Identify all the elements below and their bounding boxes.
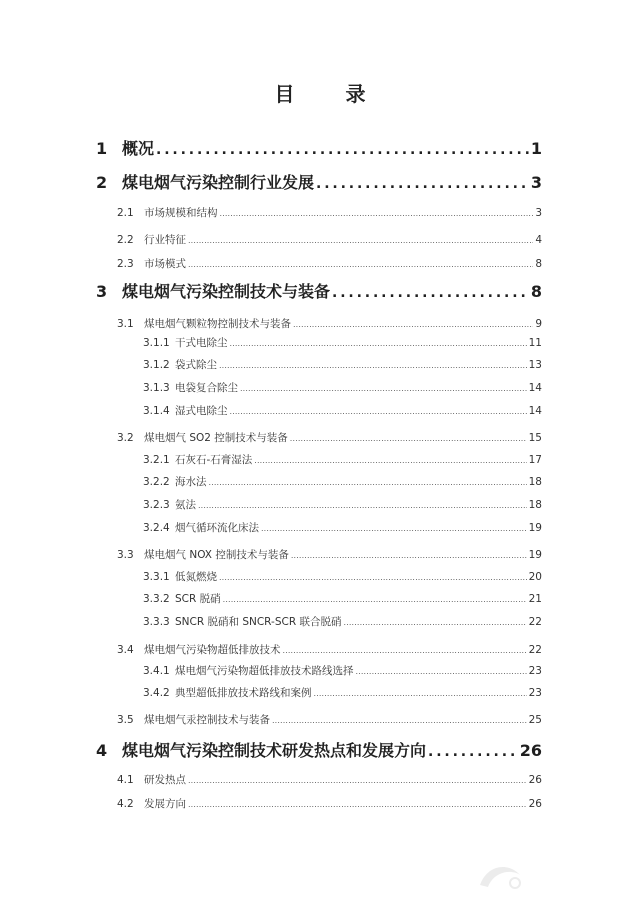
- toc-entry[interactable]: [117, 796, 542, 811]
- page-title: 目 录: [274, 82, 388, 106]
- toc-entry-number: 3.3.2: [143, 593, 170, 605]
- toc-entry[interactable]: [143, 685, 542, 700]
- toc-entry[interactable]: [96, 170, 542, 193]
- toc-dot-leader: [283, 646, 527, 655]
- toc-dot-leader: [428, 744, 518, 760]
- toc-entry-page: 11: [528, 337, 542, 349]
- toc-entry[interactable]: [143, 569, 542, 584]
- toc-entry-number: 3: [96, 282, 108, 301]
- toc-entry[interactable]: [117, 712, 542, 727]
- toc-entry-title: 市场规模和结构: [144, 207, 218, 219]
- watermark-logo-icon: [470, 855, 530, 895]
- toc-dot-leader: [240, 384, 527, 393]
- toc-dot-leader: [343, 618, 526, 627]
- toc-entry-number: 3.1.4: [143, 405, 170, 417]
- toc-entry[interactable]: [143, 663, 542, 678]
- toc-entry[interactable]: [143, 452, 542, 467]
- toc-dot-leader: [290, 434, 527, 443]
- toc-entry[interactable]: [117, 205, 542, 220]
- toc-dot-leader: [188, 800, 527, 809]
- toc-entry-title: 低氮燃烧: [175, 571, 217, 583]
- toc-dot-leader: [188, 776, 527, 785]
- toc-entry-page: 14: [528, 405, 542, 417]
- toc-entry[interactable]: [117, 316, 542, 331]
- toc-entry-number: 3.3.1: [143, 571, 170, 583]
- toc-entry-number: 4: [96, 741, 108, 760]
- toc-dot-leader: [188, 236, 533, 245]
- toc-entry-title: 海水法: [175, 476, 207, 488]
- toc-entry-page: 3: [535, 207, 542, 219]
- toc-entry-page: 26: [528, 774, 542, 786]
- toc-entry-page: 25: [528, 714, 542, 726]
- toc-entry-title: 煤电烟气颗粒物控制技术与装备: [144, 318, 291, 330]
- toc-entry-page: 13: [528, 359, 542, 371]
- toc-dot-leader: [261, 524, 527, 533]
- toc-entry-page: 8: [535, 258, 542, 270]
- toc-entry-page: 21: [528, 593, 542, 605]
- toc-entry[interactable]: [117, 642, 542, 657]
- toc-entry-number: 4.1: [117, 774, 134, 786]
- toc-entry-page: 22: [528, 644, 542, 656]
- toc-entry-page: 15: [528, 432, 542, 444]
- toc-entry-number: 3.1.2: [143, 359, 170, 371]
- toc-dot-leader: [316, 176, 529, 192]
- toc-entry-page: 20: [528, 571, 542, 583]
- toc-entry-number: 3.1.3: [143, 382, 170, 394]
- toc-entry-number: 2: [96, 173, 108, 192]
- toc-entry-page: 8: [530, 282, 542, 301]
- toc-entry-title: 干式电除尘: [175, 337, 228, 349]
- toc-entry-number: 3.4.1: [143, 665, 170, 677]
- toc-entry-title: 煤电烟气 SO2 控制技术与装备: [144, 432, 288, 444]
- toc-dot-leader: [291, 551, 527, 560]
- toc-dot-leader: [156, 142, 529, 158]
- toc-entry[interactable]: [96, 136, 542, 159]
- toc-entry-number: 3.2.2: [143, 476, 170, 488]
- toc-entry-title: 电袋复合除尘: [175, 382, 238, 394]
- toc-entry-page: 3: [530, 173, 542, 192]
- toc-dot-leader: [230, 339, 527, 348]
- toc-entry-title: SCR 脱硝: [175, 593, 221, 605]
- toc-entry-title: SNCR 脱硝和 SNCR-SCR 联合脱硝: [175, 616, 342, 628]
- toc-entry-page: 17: [528, 454, 542, 466]
- toc-entry-page: 1: [530, 139, 542, 158]
- toc-dot-leader: [230, 407, 527, 416]
- toc-entry-page: 19: [528, 549, 542, 561]
- toc-entry[interactable]: [143, 614, 542, 629]
- toc-entry[interactable]: [117, 256, 542, 271]
- toc-entry-page: 14: [528, 382, 542, 394]
- toc-entry[interactable]: [117, 547, 542, 562]
- toc-entry[interactable]: [143, 380, 542, 395]
- toc-entry-title: 烟气循环流化床法: [175, 522, 259, 534]
- toc-dot-leader: [220, 209, 534, 218]
- toc-entry[interactable]: [117, 232, 542, 247]
- toc-entry-page: 26: [528, 798, 542, 810]
- toc-entry-page: 4: [535, 234, 542, 246]
- toc-entry-page: 9: [535, 318, 542, 330]
- toc-entry-number: 3.2: [117, 432, 134, 444]
- toc-entry-title: 煤电烟气汞控制技术与装备: [144, 714, 270, 726]
- toc-entry-title: 煤电烟气污染控制技术研发热点和发展方向: [122, 741, 427, 760]
- toc-entry[interactable]: [143, 497, 542, 512]
- toc-entry-page: 18: [528, 499, 542, 511]
- toc-dot-leader: [332, 285, 529, 301]
- toc-entry-title: 袋式除尘: [175, 359, 217, 371]
- toc-dot-leader: [188, 260, 533, 269]
- toc-entry-number: 3.1: [117, 318, 134, 330]
- toc-entry-title: 氨法: [175, 499, 196, 511]
- toc-entry[interactable]: [143, 591, 542, 606]
- toc-dot-leader: [198, 501, 527, 510]
- toc-entry-title: 煤电烟气污染控制技术与装备: [122, 282, 331, 301]
- toc-entry-title: 煤电烟气污染控制行业发展: [122, 173, 315, 192]
- toc-entry-number: 3.5: [117, 714, 134, 726]
- toc-entry[interactable]: [143, 335, 542, 350]
- toc-entry-number: 3.3.3: [143, 616, 170, 628]
- toc-entry-title: 研发热点: [144, 774, 186, 786]
- toc-entry[interactable]: [96, 738, 542, 761]
- toc-entry[interactable]: [96, 279, 542, 302]
- toc-entry-number: 1: [96, 139, 108, 158]
- toc-entry-number: 3.1.1: [143, 337, 170, 349]
- toc-dot-leader: [272, 716, 527, 725]
- toc-dot-leader: [223, 595, 527, 604]
- toc-entry[interactable]: [117, 772, 542, 787]
- toc-entry-page: 18: [528, 476, 542, 488]
- toc-entry-page: 19: [528, 522, 542, 534]
- toc-entry-title: 发展方向: [144, 798, 186, 810]
- toc-entry-title: 湿式电除尘: [175, 405, 228, 417]
- toc-entry-title: 石灰石-石膏湿法: [175, 454, 253, 466]
- toc-entry-number: 2.2: [117, 234, 134, 246]
- toc-entry-number: 3.4: [117, 644, 134, 656]
- toc-dot-leader: [219, 573, 527, 582]
- toc-entry[interactable]: [143, 403, 542, 418]
- toc-entry-number: 2.3: [117, 258, 134, 270]
- toc-dot-leader: [293, 320, 533, 329]
- toc-dot-leader: [209, 478, 527, 487]
- toc-entry-number: 2.1: [117, 207, 134, 219]
- toc-entry-number: 4.2: [117, 798, 134, 810]
- toc-entry-title: 煤电烟气污染物超低排放技术路线选择: [175, 665, 354, 677]
- toc-entry-title: 典型超低排放技术路线和案例: [175, 687, 312, 699]
- toc-entry[interactable]: [143, 520, 542, 535]
- toc-dot-leader: [356, 667, 527, 676]
- toc-entry-page: 23: [528, 665, 542, 677]
- toc-entry-title: 行业特征: [144, 234, 186, 246]
- toc-dot-leader: [314, 689, 527, 698]
- toc-entry-page: 26: [519, 741, 542, 760]
- toc-entry-page: 23: [528, 687, 542, 699]
- toc-entry-number: 3.2.3: [143, 499, 170, 511]
- toc-entry-title: 概况: [122, 139, 155, 158]
- toc-entry-number: 3.3: [117, 549, 134, 561]
- toc-entry-number: 3.2.1: [143, 454, 170, 466]
- toc-entry-number: 3.2.4: [143, 522, 170, 534]
- toc-entry-number: 3.4.2: [143, 687, 170, 699]
- toc-entry[interactable]: [143, 474, 542, 489]
- toc-entry[interactable]: [143, 357, 542, 372]
- toc-entry-title: 煤电烟气 NOX 控制技术与装备: [144, 549, 289, 561]
- toc-entry-title: 煤电烟气污染物超低排放技术: [144, 644, 281, 656]
- toc-entry-title: 市场模式: [144, 258, 186, 270]
- toc-dot-leader: [219, 361, 527, 370]
- toc-entry-page: 22: [528, 616, 542, 628]
- toc-dot-leader: [254, 456, 526, 465]
- toc-entry[interactable]: [117, 430, 542, 445]
